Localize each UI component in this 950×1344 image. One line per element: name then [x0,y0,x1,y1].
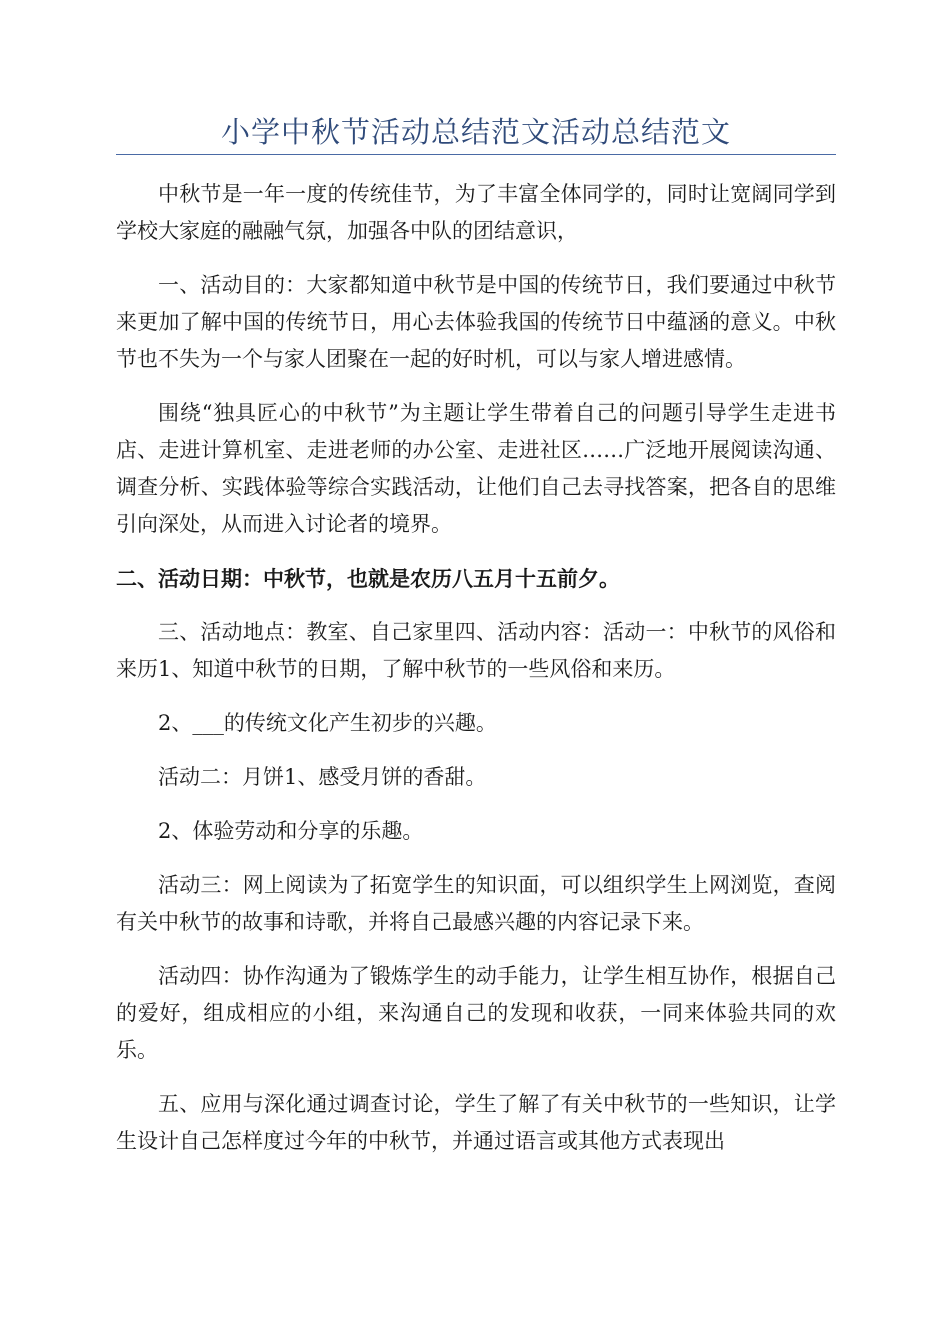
paragraph-activity-two: 活动二：月饼1、感受月饼的香甜。 [158,765,487,789]
paragraph-intro: 中秋节是一年一度的传统佳节，为了丰富全体同学的，同时让宽阔同学到学校大家庭的融融气氛，加强各中队的团结意识， [116,182,836,243]
paragraph-activity-date: 二、活动日期：中秋节，也就是农历八五月十五前夕。 [116,566,620,591]
title-underline [116,154,836,155]
paragraph-activity-purpose: 一、活动目的：大家都知道中秋节是中国的传统节日，我们要通过中秋节来更加了解中国的传统节日，用心去体验我国的传统节日中蕴涵的意义。中秋节也不失为一个与家人团聚在一起的好时机，可以与家人增进感情。 [116,273,836,371]
document-body [116,176,836,1177]
paragraph-application: 五、应用与深化通过调查讨论，学生了解了有关中秋节的一些知识，让学生设计自己怎样度过今年的中秋节，并通过语言或其他方式表现出 [116,1092,836,1153]
document-title: 小学中秋节活动总结范文活动总结范文 [220,115,731,149]
paragraph-activity-location: 三、活动地点：教室、自己家里四、活动内容：活动一：中秋节的风俗和来历1、知道中秋节的日期，了解中秋节的一些风俗和来历。 [116,620,836,681]
paragraph-activity-three: 活动三：网上阅读为了拓宽学生的知识面，可以组织学生上网浏览，查阅有关中秋节的故事和诗歌，并将自己最感兴趣的内容记录下来。 [116,873,836,934]
paragraph-item-2b: 2、体验劳动和分享的乐趣。 [158,819,424,843]
paragraph-theme: 围绕“独具匠心的中秋节”为主题让学生带着自己的问题引导学生走进书店、走进计算机室、走进老师的办公室、走进社区……广泛地开展阅读沟通、调查分析、实践体验等综合实践活动，让他们自己去寻找答案，把各自的思维引向深处，从而进入讨论者的境界。 [116,401,836,536]
paragraph-item-2a: 2、___的传统文化产生初步的兴趣。 [158,711,497,735]
paragraph-activity-four: 活动四：协作沟通为了锻炼学生的动手能力，让学生相互协作，根据自己的爱好，组成相应的小组，来沟通自己的发现和收获，一同来体验共同的欢乐。 [116,964,836,1062]
